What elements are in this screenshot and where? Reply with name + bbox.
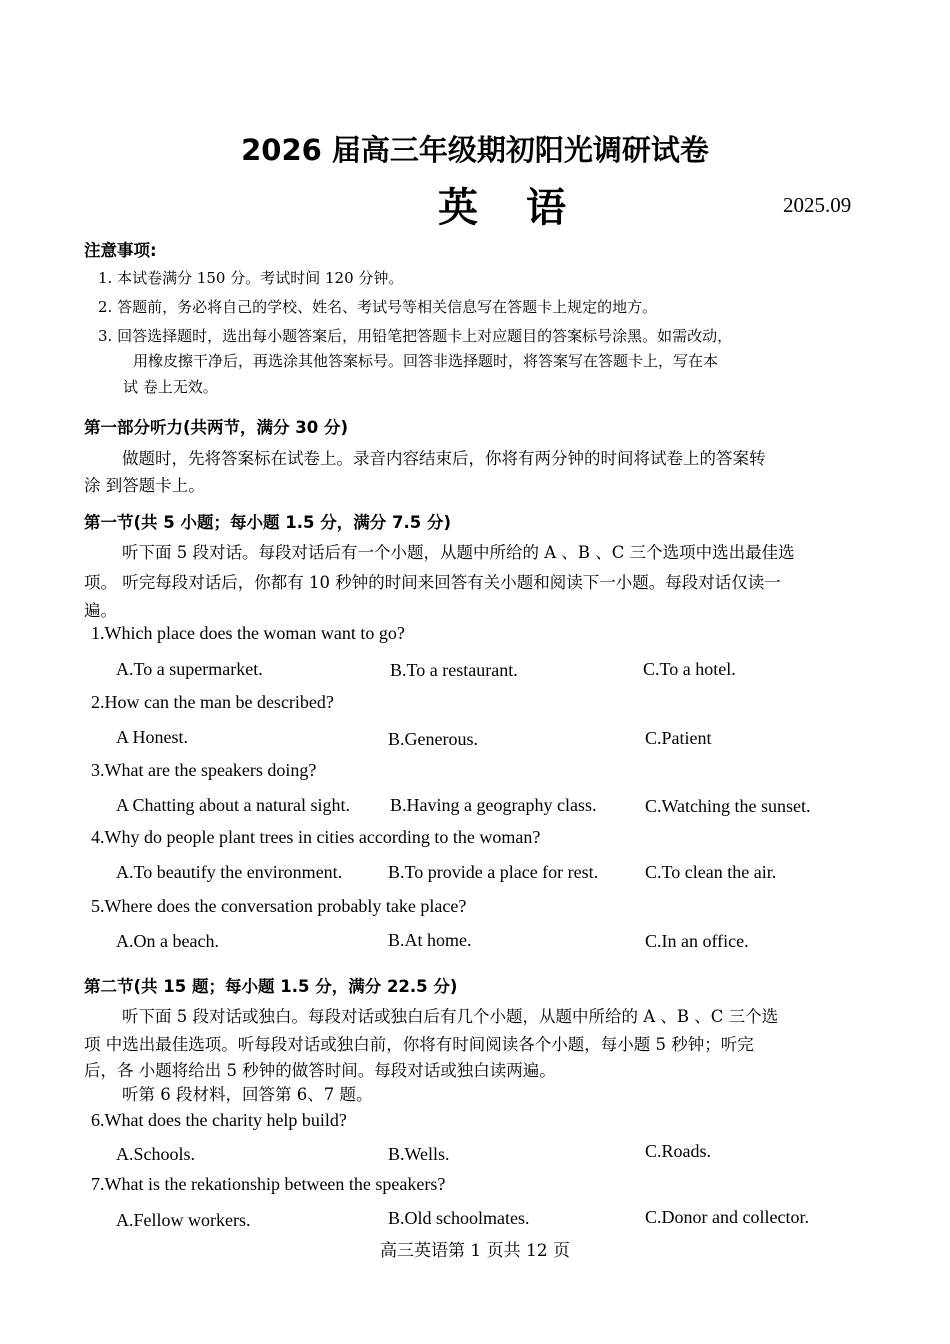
q6-option-c: C.Roads. xyxy=(645,1141,712,1161)
material-instruction: 听第 6 段材料，回答第 6、7 题。 xyxy=(122,1085,373,1104)
q4-option-a: A.To beautify the environment. xyxy=(116,862,343,882)
notice-item-3: 3. 回答选择题时，选出每小题答案后，用铅笔把答题卡上对应题目的答案标号涂黑。如需改动， xyxy=(98,327,733,345)
q3-option-c: C.Watching the sunset. xyxy=(645,796,811,816)
q2-option-c: C.Patient xyxy=(645,728,712,748)
section2-intro-line2: 项 中选出最佳选项。听每段对话或独白前，你将有时间阅读各个小题，每小题 5 秒钟；听完 xyxy=(84,1035,754,1054)
part1-intro-line1: 做题时，先将答案标在试卷上。录音内容结束后，你将有两分钟的时间将试卷上的答案转 xyxy=(122,449,766,468)
question-2: 2.How can the man be described? xyxy=(91,692,334,712)
notice-item-2: 2. 答题前，务必将自己的学校、姓名、考试号等相关信息写在答题卡上规定的地方。 xyxy=(98,298,658,316)
q4-option-c: C.To clean the air. xyxy=(645,862,777,882)
q7-option-b: B.Old schoolmates. xyxy=(388,1208,530,1228)
question-3: 3.What are the speakers doing? xyxy=(91,760,317,780)
q5-option-a: A.On a beach. xyxy=(116,931,219,951)
section2-intro-line3: 后，各 小题将给出 5 秒钟的做答时间。每段对话或独白读两遍。 xyxy=(84,1061,556,1080)
q3-option-b: B.Having a geography class. xyxy=(390,795,597,815)
q5-option-b: B.At home. xyxy=(388,930,472,950)
q2-option-a: A Honest. xyxy=(116,727,188,747)
part1-heading: 第一部分听力(共两节，满分 30 分) xyxy=(84,418,349,437)
notice-item-1: 1. 本试卷满分 150 分。考试时间 120 分钟。 xyxy=(98,269,404,287)
q5-option-c: C.In an office. xyxy=(645,931,749,951)
section1-intro-line1: 听下面 5 段对话。每段对话后有一个小题，从题中所给的 A 、B 、C 三个选项中选出最佳选 xyxy=(122,543,795,562)
q2-option-b: B.Generous. xyxy=(388,729,478,749)
q7-option-a: A.Fellow workers. xyxy=(116,1210,251,1230)
question-5: 5.Where does the conversation probably take place? xyxy=(91,896,467,916)
q1-option-c: C.To a hotel. xyxy=(643,659,736,679)
q6-option-b: B.Wells. xyxy=(388,1144,450,1164)
q6-option-a: A.Schools. xyxy=(116,1144,196,1164)
q1-option-a: A.To a supermarket. xyxy=(116,659,263,679)
question-7: 7.What is the rekationship between the speakers? xyxy=(91,1174,446,1194)
question-6: 6.What does the charity help build? xyxy=(91,1110,347,1130)
page-footer: 高三英语第 1 页共 12 页 xyxy=(379,1241,571,1261)
q1-option-b: B.To a restaurant. xyxy=(390,660,518,680)
question-1: 1.Which place does the woman want to go? xyxy=(91,623,405,643)
notice-heading: 注意事项: xyxy=(84,241,157,260)
question-4: 4.Why do people plant trees in cities according to the woman? xyxy=(91,827,541,847)
section1-intro-line3: 遍。 xyxy=(84,601,117,620)
section1-heading: 第一节(共 5 小题；每小题 1.5 分，满分 7.5 分) xyxy=(84,513,451,532)
notice-item-3-cont: 用橡皮擦干净后，再选涂其他答案标号。回答非选择题时，将答案写在答题卡上，写在本 xyxy=(133,352,719,370)
part1-intro-line2: 涂 到答题卡上。 xyxy=(84,476,205,495)
q4-option-b: B.To provide a place for rest. xyxy=(388,862,599,882)
notice-item-3-end: 试 卷上无效。 xyxy=(123,378,218,396)
q7-option-c: C.Donor and collector. xyxy=(645,1207,809,1227)
exam-date: 2025.09 xyxy=(783,193,852,217)
section2-heading: 第二节(共 15 题；每小题 1.5 分，满分 22.5 分) xyxy=(84,977,458,996)
subject-title: 英语 xyxy=(438,185,614,231)
section1-intro-line2: 项。 听完每段对话后，你都有 10 秒钟的时间来回答有关小题和阅读下一小题。每段对话仅读一 xyxy=(84,573,781,592)
exam-title: 2026 届高三年级期初阳光调研试卷 xyxy=(241,133,709,167)
section2-intro-line1: 听下面 5 段对话或独白。每段对话或独白后有几个小题，从题中所给的 A 、B 、C 三个选 xyxy=(122,1007,779,1026)
q3-option-a: A Chatting about a natural sight. xyxy=(116,795,350,815)
